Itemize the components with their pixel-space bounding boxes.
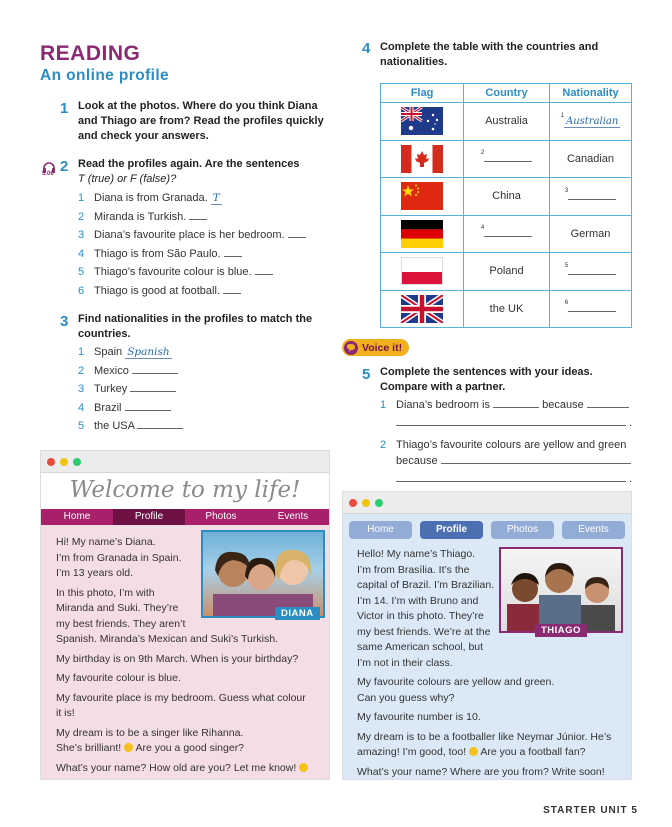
question-2-text: Read the profiles again. Are the sentences T (true) or F (false)? bbox=[78, 158, 300, 185]
answer-blank[interactable] bbox=[125, 401, 171, 411]
close-dot[interactable] bbox=[349, 499, 357, 507]
answer-blank[interactable] bbox=[587, 398, 629, 408]
question-2-list bbox=[78, 189, 338, 300]
answer-blank[interactable] bbox=[255, 265, 273, 275]
column-header: Country bbox=[464, 84, 550, 103]
list-item: 1 Spain Spanish bbox=[78, 346, 170, 358]
question-number: 2 bbox=[60, 158, 69, 175]
section-title: READING bbox=[40, 42, 141, 65]
answer-blank[interactable] bbox=[441, 454, 631, 464]
nav-home[interactable]: Home bbox=[63, 511, 91, 522]
list-item: 1 Diana’s bedroom is because bbox=[380, 397, 635, 413]
question-number: 3 bbox=[60, 313, 69, 330]
table-cell: China bbox=[464, 178, 550, 216]
question-3-text: Find nationalities in the profiles to match the countries. bbox=[78, 313, 313, 340]
window-titlebar bbox=[343, 492, 631, 514]
minimize-dot[interactable] bbox=[362, 499, 370, 507]
audio-track: 5.06 bbox=[42, 171, 54, 177]
answer-blank[interactable] bbox=[223, 284, 241, 294]
thiago-nav bbox=[343, 521, 631, 539]
answer-blank[interactable] bbox=[189, 210, 207, 220]
table-cell: Australia bbox=[464, 103, 550, 141]
flag-china bbox=[381, 178, 464, 216]
flag-canada bbox=[381, 140, 464, 178]
diana-nav bbox=[41, 509, 329, 525]
answer-blank[interactable] bbox=[130, 382, 176, 392]
question-1-text: Look at the photos. Where do you think Diana and Thiago are from? Read the profiles quickly and check your answers. bbox=[78, 100, 324, 142]
answer-field[interactable]: T bbox=[212, 192, 220, 204]
smiley-icon bbox=[124, 743, 133, 752]
nav-profile[interactable]: Profile bbox=[113, 509, 185, 525]
flag-poland bbox=[381, 253, 464, 291]
answer-line[interactable]: . bbox=[380, 415, 635, 431]
table-header-row bbox=[381, 84, 632, 103]
answer-blank[interactable] bbox=[132, 364, 178, 374]
table-row bbox=[381, 253, 632, 291]
nav-events[interactable]: Events bbox=[277, 511, 309, 522]
diana-photo-tag: DIANA bbox=[275, 607, 320, 620]
thiago-profile-window bbox=[342, 491, 632, 780]
flag-australia bbox=[381, 103, 464, 141]
question-number: 4 bbox=[362, 40, 371, 57]
answer-field[interactable]: Spanish bbox=[127, 346, 170, 358]
list-item: 3 Turkey bbox=[78, 380, 328, 399]
answer-blank[interactable] bbox=[137, 419, 183, 429]
table-row bbox=[381, 215, 632, 253]
list-item: 3 Diana’s favourite place is her bedroom. bbox=[78, 226, 338, 245]
question-number: 1 bbox=[60, 100, 69, 117]
flag-germany bbox=[381, 215, 464, 253]
table-cell[interactable]: $^1$ Australian bbox=[550, 103, 632, 141]
list-item: because bbox=[380, 453, 635, 469]
thiago-profile-text: Hello! My name’s Thiago. I’m from Brasília. It’s the capital of Brazil. I’m Brazilian. I’m 14. I’m with Bruno and Victor in this photo. They’re my best friends. We’re at the same American school, but I’m not in their class. My favourite colours are yellow and green. Can you guess why? My favourite number is 10. My dream is to be a footballer like Neymar Júnior. He’s amazing! I’m good, too! Are you a football fan? What’s your name? Where are you from? Write soon! bbox=[357, 548, 612, 778]
table-cell[interactable]: 3 bbox=[550, 178, 632, 216]
question-3-list bbox=[78, 343, 328, 436]
close-dot[interactable] bbox=[47, 458, 55, 466]
table-row bbox=[381, 178, 632, 216]
maximize-dot[interactable] bbox=[375, 499, 383, 507]
answer-blank[interactable] bbox=[493, 398, 539, 408]
list-item: 4 Thiago is from São Paulo. bbox=[78, 245, 338, 264]
table-cell[interactable]: 5 bbox=[550, 253, 632, 291]
table-cell[interactable]: 4 bbox=[464, 215, 550, 253]
speech-icon bbox=[344, 341, 358, 355]
page-footer: STARTER UNIT 5 bbox=[543, 805, 638, 816]
smiley-icon bbox=[299, 763, 308, 772]
nav-photos[interactable]: Photos bbox=[205, 511, 237, 522]
table-cell[interactable]: 6 bbox=[550, 290, 632, 328]
table-row bbox=[381, 290, 632, 328]
list-item: 5 Thiago’s favourite colour is blue. bbox=[78, 263, 338, 282]
maximize-dot[interactable] bbox=[73, 458, 81, 466]
answer-line[interactable]: . bbox=[380, 471, 635, 487]
table-row bbox=[381, 103, 632, 141]
minimize-dot[interactable] bbox=[60, 458, 68, 466]
question-number: 5 bbox=[362, 366, 371, 383]
table-cell[interactable]: 2 bbox=[464, 140, 550, 178]
nav-profile[interactable]: Profile bbox=[420, 521, 483, 539]
thiago-photo-tag: THIAGO bbox=[535, 624, 587, 637]
list-item: 4 Brazil bbox=[78, 399, 328, 418]
list-item: 1 Diana is from Granada. T bbox=[78, 192, 220, 204]
list-item: 5 the USA bbox=[78, 417, 328, 436]
list-item: 2 Mexico bbox=[78, 362, 328, 381]
welcome-banner: Welcome to my life! bbox=[41, 473, 329, 509]
table-cell: the UK bbox=[464, 290, 550, 328]
nav-photos[interactable]: Photos bbox=[491, 521, 554, 539]
list-item: 2 Miranda is Turkish. bbox=[78, 208, 338, 227]
nav-events[interactable]: Events bbox=[562, 521, 625, 539]
window-titlebar bbox=[41, 451, 329, 473]
column-header: Nationality bbox=[550, 84, 632, 103]
answer-blank[interactable] bbox=[224, 247, 242, 257]
answer-blank[interactable] bbox=[288, 228, 306, 238]
table-cell: Poland bbox=[464, 253, 550, 291]
table-row bbox=[381, 140, 632, 178]
smiley-icon bbox=[469, 747, 478, 756]
column-header: Flag bbox=[381, 84, 464, 103]
nav-home[interactable]: Home bbox=[349, 521, 412, 539]
countries-table bbox=[380, 83, 632, 328]
table-cell: German bbox=[550, 215, 632, 253]
list-item: 6 Thiago is good at football. bbox=[78, 282, 338, 301]
question-5-text: Complete the sentences with your ideas. Compare with a partner. bbox=[380, 366, 593, 393]
voice-it-badge: Voice it! bbox=[342, 339, 409, 356]
section-subtitle: An online profile bbox=[40, 67, 170, 84]
diana-profile-text: Hi! My name’s Diana. I’m from Granada in Spain. I’m 13 years old. In this photo, I’m with Miranda and Suki. They’re my best friends. They aren’t Spanish. Miranda’s Mexican and Suki’s Turkish. My birthday is on 9th March. When is your birthday? My favourite colour is blue. My favourite place is my bedroom. Guess what colour it is! My dream is to be a singer like Rihanna. She’s brilliant! Are you a good singer? What’s your name? How old are you? Let me know! bbox=[56, 535, 326, 776]
question-4-text: Complete the table with the countries and nationalities. bbox=[380, 41, 599, 68]
diana-profile-window bbox=[40, 450, 330, 780]
table-cell: Canadian bbox=[550, 140, 632, 178]
flag-uk bbox=[381, 290, 464, 328]
list-item: 2 Thiago’s favourite colours are yellow and green bbox=[380, 439, 627, 451]
question-5-list bbox=[380, 397, 635, 487]
